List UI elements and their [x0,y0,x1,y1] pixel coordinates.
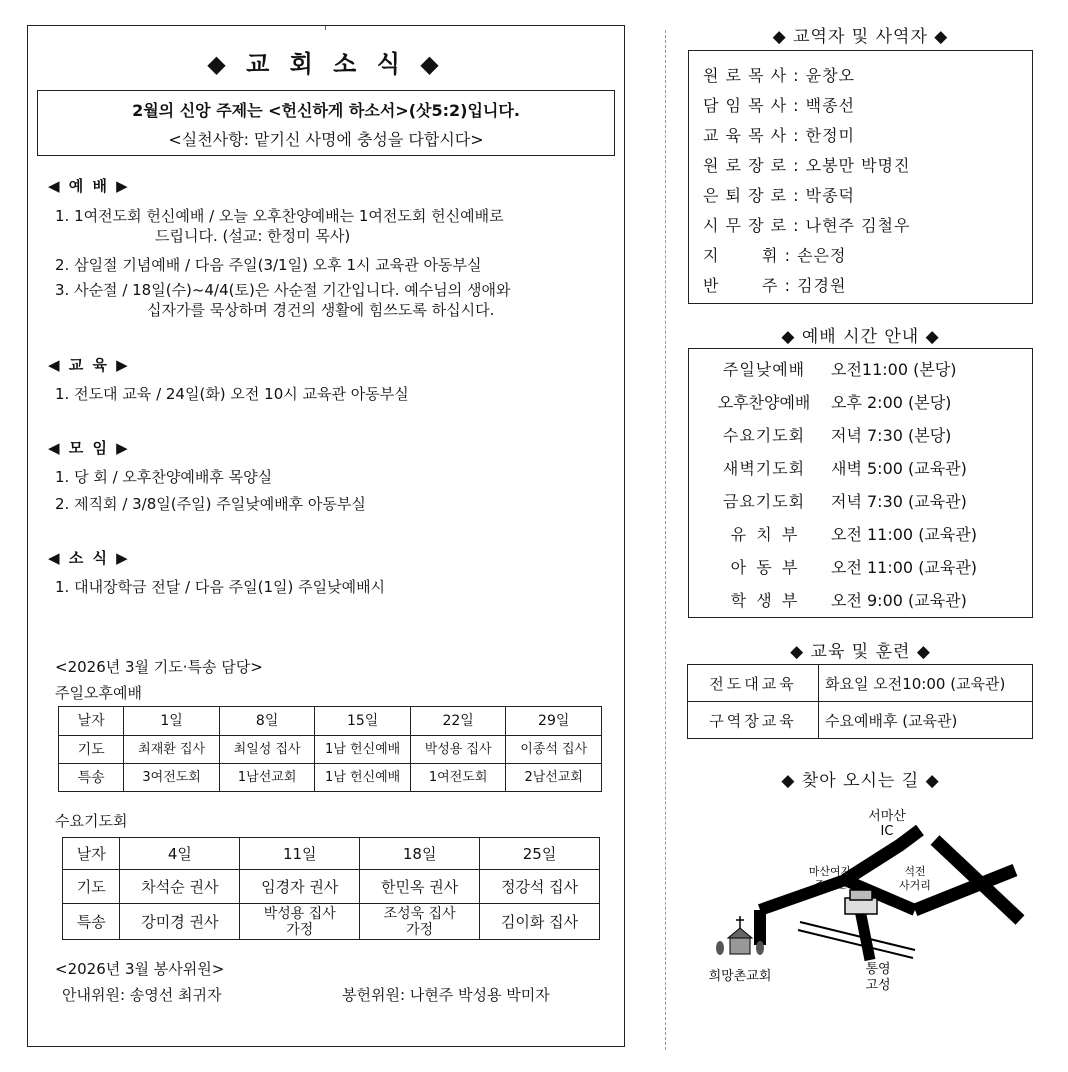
staff-row: 원 로 목 사 : 윤창오 [703,66,856,85]
map-label-crossroad: 석전 [904,865,926,878]
service-time: 저녁 7:30 (교육관) [831,492,967,511]
training-table [687,664,1033,739]
school-icon [845,890,877,914]
staff-header: ◆ 교역자 및 사역자 ◆ [772,27,949,47]
table-cell: 15일 [315,707,411,736]
worship-item: 1. 1여전도회 헌신예배 / 오늘 오후찬양예배는 1여전도회 헌신예배로 [55,207,504,225]
worship-item: 십자가를 묵상하며 경건의 생활에 힘쓰도록 하십시다. [147,301,495,319]
theme-line-2: <실천사항: 맡기신 사명에 충성을 다합시다> [168,130,484,149]
table-cell: 1남 헌신예배 [315,736,411,764]
map-label-church: 희망촌교회 [708,969,772,984]
table-row [697,550,977,583]
table-row [59,707,602,736]
training-time: 화요일 오전10:00 (교육관) [819,665,1033,702]
map-label-crossroad: 사거리 [899,879,931,892]
staff-row: 시 무 장 로 : 나현주 김철우 [703,216,911,235]
church-icon [728,916,752,954]
sunday-service-label: 주일오후예배 [55,684,142,702]
table-cell: 정강석 집사 [480,870,600,904]
table-cell: 기도 [63,870,120,904]
service-time: 오전 9:00 (교육관) [831,591,967,610]
table-row [697,583,977,616]
worship-section-header: ◀ 예 배 ▶ [48,177,130,195]
table-cell: 특송 [59,764,124,792]
table-cell: 날자 [59,707,124,736]
prayer-schedule-title: <2026년 3월 기도·특송 담당> [55,658,263,676]
table-row [59,736,602,764]
map-label-ic: IC [880,824,894,839]
service-name: 오후찬양예배 [717,393,811,412]
service-name: 학 생 부 [730,591,798,610]
staff-row: 교 육 목 사 : 한정미 [703,126,856,145]
staff-row: 반 주 : 김경원 [703,276,847,295]
meeting-item: 1. 당 회 / 오후찬양예배후 목양실 [55,468,273,486]
table-row [63,904,600,940]
service-committee-title: <2026년 3월 봉사위원> [55,960,225,978]
rail-line-1 [800,922,915,950]
table-cell: 날자 [63,838,120,870]
table-cell: 22일 [410,707,506,736]
table-cell: 조성욱 집사 가정 [360,904,480,940]
table-row [697,418,977,451]
staff-row: 은 퇴 장 로 : 박종덕 [703,186,856,205]
table-cell: 강미경 권사 [120,904,240,940]
service-name: 수요기도회 [722,426,806,445]
road-south [860,910,870,960]
staff-row: 담 임 목 사 : 백종선 [703,96,856,115]
news-section-header: ◀ 소 식 ▶ [48,549,130,567]
table-cell: 이종석 집사 [506,736,602,764]
table-cell: 25일 [480,838,600,870]
worship-times-header: ◆ 예배 시간 안내 ◆ [781,327,940,347]
table-row [697,451,977,484]
table-cell: 1남 헌신예배 [315,764,411,792]
training-time: 수요예배후 (교육관) [819,702,1033,739]
table-cell: 김이화 집사 [480,904,600,940]
service-time: 오전11:00 (본당) [831,360,957,379]
map-label-school: 중학교 [814,879,846,892]
wednesday-schedule-table [62,837,600,940]
service-time: 오후 2:00 (본당) [831,393,952,412]
table-cell: 4일 [120,838,240,870]
service-name: 금요기도회 [722,492,806,511]
training-name: 전도대교육 [688,665,819,702]
map-label-ic: 서마산 [868,809,906,824]
table-row [59,764,602,792]
table-cell: 3여전도회 [124,764,220,792]
table-cell: 기도 [59,736,124,764]
education-section-header: ◀ 교 육 ▶ [48,356,130,374]
news-item: 1. 대내장학금 전달 / 다음 주일(1일) 주일낮예배시 [55,578,386,596]
monthly-theme-box [37,90,615,156]
service-time: 오전 11:00 (교육관) [831,558,978,577]
table-cell: 특송 [63,904,120,940]
rail-line-2 [798,930,913,958]
service-time: 저녁 7:30 (본당) [831,426,952,445]
service-time: 오전 11:00 (교육관) [831,525,978,544]
table-row [688,702,1033,739]
table-cell: 최일성 집사 [219,736,315,764]
meeting-section-header: ◀ 모 임 ▶ [48,439,130,457]
table-row [697,352,977,385]
staff-row: 지 휘 : 손은정 [703,246,847,265]
column-divider [665,30,666,1050]
table-cell: 29일 [506,707,602,736]
table-row [697,484,977,517]
map-label-south: 통영 [865,962,891,977]
table-cell: 최재환 집사 [124,736,220,764]
table-row [688,665,1033,702]
meeting-item: 2. 제직회 / 3/8일(주일) 주일낮예배후 아동부실 [55,495,366,513]
table-cell: 임경자 권사 [240,870,360,904]
service-time: 새벽 5:00 (교육관) [831,459,967,478]
staff-row: 원 로 장 로 : 오봉만 박명진 [703,156,911,175]
table-row [63,838,600,870]
sunday-schedule-table [58,706,602,792]
table-cell: 11일 [240,838,360,870]
table-cell: 차석순 권사 [120,870,240,904]
table-cell: 1남선교회 [219,764,315,792]
map-label-south: 고성 [865,978,891,993]
table-row [697,385,977,418]
offering-committee: 봉헌위원: 나현주 박성용 박미자 [342,986,550,1004]
wednesday-service-label: 수요기도회 [55,812,128,830]
directions-header: ◆ 찾아 오시는 길 ◆ [781,771,940,791]
service-name: 유 치 부 [730,525,798,544]
education-item: 1. 전도대 교육 / 24일(화) 오전 10시 교육관 아동부실 [55,385,409,403]
church-news-title: ◆ 교 회 소 식 ◆ [207,50,445,78]
table-row [63,870,600,904]
table-cell: 1여전도회 [410,764,506,792]
table-cell: 박성용 집사 가정 [240,904,360,940]
table-cell: 1일 [124,707,220,736]
table-cell: 박성용 집사 [410,736,506,764]
worship-item: 3. 사순절 / 18일(수)~4/4(토)은 사순절 기간입니다. 예수님의 생애와 [55,281,511,299]
service-name: 아 동 부 [730,558,798,577]
table-row [697,517,977,550]
service-name: 새벽기도회 [722,459,806,478]
directions-map [690,800,1035,1000]
service-name: 주일낮예배 [722,360,806,379]
worship-times-table [697,352,977,616]
training-header: ◆ 교육 및 훈련 ◆ [790,642,931,662]
table-cell: 2남선교회 [506,764,602,792]
map-label-school: 마산여자 [808,865,852,878]
worship-item: 2. 삼일절 기념예배 / 다음 주일(3/1일) 오후 1시 교육관 아동부실 [55,256,482,274]
training-name: 구역장교육 [688,702,819,739]
worship-item: 드립니다. (설교: 한정미 목사) [155,227,351,245]
table-cell: 한민옥 권사 [360,870,480,904]
usher-committee: 안내위원: 송영선 최귀자 [62,986,222,1004]
table-cell: 8일 [219,707,315,736]
table-cell: 18일 [360,838,480,870]
theme-line-1: 2월의 신앙 주제는 <헌신하게 하소서>(삿5:2)입니다. [132,101,520,120]
